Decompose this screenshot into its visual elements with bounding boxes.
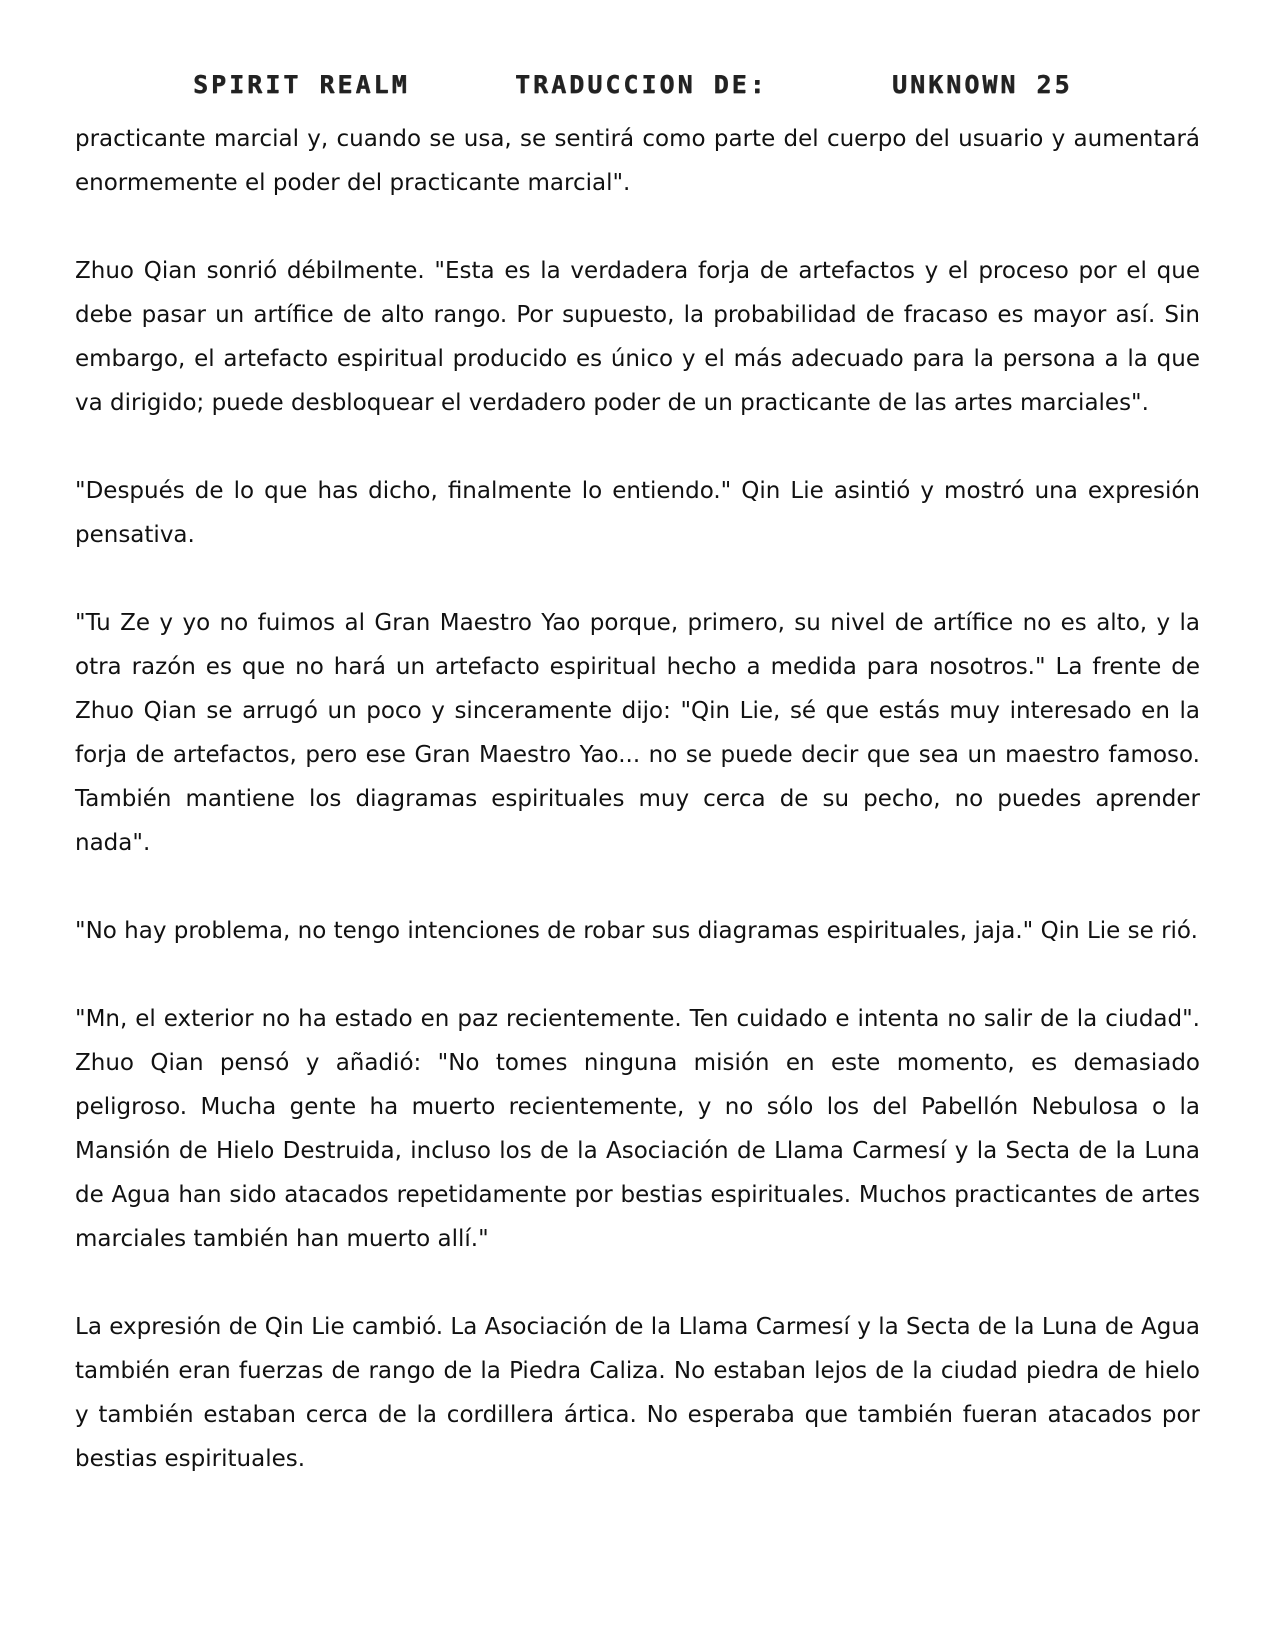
paragraph: practicante marcial y, cuando se usa, se sentirá como parte del cuerpo del usuario y aumentará enormemente el poder del practicante marcial". bbox=[75, 126, 1200, 196]
page-header bbox=[0, 70, 1275, 110]
paragraph: "Tu Ze y yo no fuimos al Gran Maestro Yao porque, primero, su nivel de artífice no es alto, y la otra razón es que no hará un artefacto espiritual hecho a medida para nosotros." La frente de Zhuo Qian se arrugó un poco y sinceramente dijo: "Qin Lie, sé que estás muy interesado en la forja de artefactos, pero ese Gran Maestro Yao... no se puede decir que sea un maestro famoso. También mantiene los diagramas espirituales muy cerca de su pecho, no puedes aprender nada". bbox=[75, 610, 1200, 856]
header-page-number: UNKNOWN 25 bbox=[892, 70, 1073, 99]
document-body bbox=[75, 117, 1200, 1525]
header-translation-credit: TRADUCCION DE: bbox=[515, 70, 768, 99]
paragraph: "Mn, el exterior no ha estado en paz recientemente. Ten cuidado e intenta no salir de la ciudad". Zhuo Qian pensó y añadió: "No tomes ninguna misión en este momento, es demasiado peligroso. Mucha gente ha muerto recientemente, y no sólo los del Pabellón Nebulosa o la Mansión de Hielo Destruida, incluso los de la Asociación de Llama Carmesí y la Secta de la Luna de Agua han sido atacados repetidamente por bestias espirituales. Muchos practicantes de artes marciales también han muerto allí." bbox=[75, 1006, 1200, 1252]
paragraph: "Después de lo que has dicho, finalmente lo entiendo." Qin Lie asintió y mostró una expresión pensativa. bbox=[75, 478, 1200, 548]
paragraph: "No hay problema, no tengo intenciones de robar sus diagramas espirituales, jaja." Qin Lie se rió. bbox=[75, 918, 1198, 944]
header-title: SPIRIT REALM bbox=[193, 70, 410, 99]
paragraph: La expresión de Qin Lie cambió. La Asociación de la Llama Carmesí y la Secta de la Luna de Agua también eran fuerzas de rango de la Piedra Caliza. No estaban lejos de la ciudad piedra de hielo y también estaban cerca de la cordillera ártica. No esperaba que también fueran atacados por bestias espirituales. bbox=[75, 1314, 1200, 1472]
paragraph: Zhuo Qian sonrió débilmente. "Esta es la verdadera forja de artefactos y el proceso por el que debe pasar un artífice de alto rango. Por supuesto, la probabilidad de fracaso es mayor así. Sin embargo, el artefacto espiritual producido es único y el más adecuado para la persona a la que va dirigido; puede desbloquear el verdadero poder de un practicante de las artes marciales". bbox=[75, 258, 1200, 416]
